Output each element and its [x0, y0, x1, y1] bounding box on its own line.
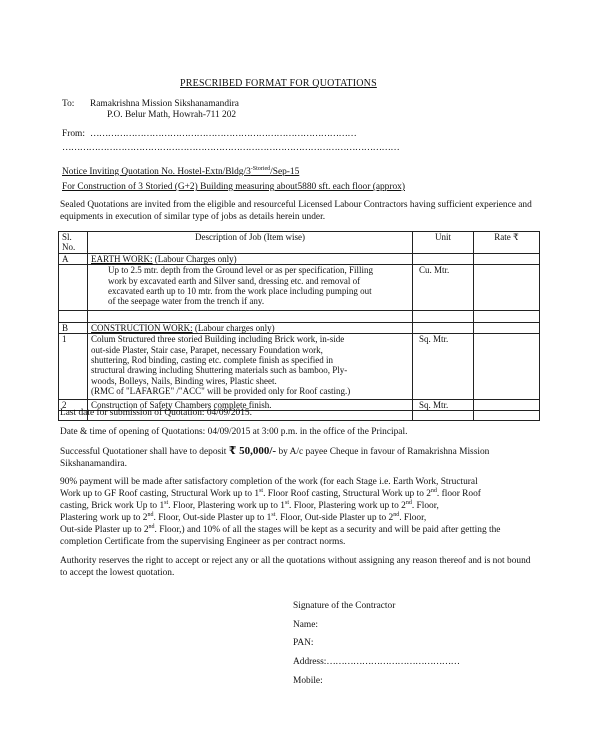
opening-date-text: Date & time of opening of Quotations: 04/09/2015 at 3:00 p.m. in the office of the Principal. — [60, 427, 408, 437]
row-sl: 1 — [59, 334, 88, 399]
description-line: woods, Bolleys, Nails, Binding wires, Plastic sheet. — [91, 375, 277, 386]
table-row — [59, 322, 540, 333]
document-title: PRESCRIBED FORMAT FOR QUOTATIONS — [180, 78, 377, 89]
rate-cell[interactable] — [474, 334, 540, 399]
section-note: (Labour Charges only) — [152, 253, 237, 264]
payment-line — [60, 525, 500, 537]
ordinal-suffix: st — [259, 487, 264, 494]
rate-cell[interactable] — [474, 399, 540, 410]
payment-text: . Floor, — [399, 513, 427, 523]
deposit-text-2: by A/c payee Cheque in favour of Ramakrishna Mission — [276, 447, 490, 457]
payment-line — [60, 489, 481, 501]
rate-cell[interactable] — [474, 265, 540, 311]
payment-text: . Floor, Out-side Plaster up to 1 — [153, 513, 272, 523]
ordinal-suffix: nd — [393, 511, 400, 518]
empty-cell — [59, 310, 88, 322]
to-address-line2: P.O. Belur Math, Howrah-711 202 — [107, 110, 237, 120]
payment-line: 90% payment will be made after satisfactory completion of the work (for each Stage i.e. Earth Work, Structural — [60, 477, 478, 487]
notice-superscript: -Storied — [250, 166, 271, 172]
authority-paragraph: Authority reserves the right to accept or reject any or all the quotations without assigning any reason thereof and is not bound to accept the lowest quotation. — [60, 556, 531, 579]
row-description — [88, 265, 413, 311]
description-line: work by excavated earth and Silver sand, dressing etc. and removal of — [108, 275, 361, 286]
description-line: Up to 2.5 mtr. depth from the Ground level or as per specification, Filling — [108, 265, 373, 276]
ordinal-suffix: st — [284, 499, 289, 506]
section-sl: A — [59, 253, 88, 264]
ordinal-suffix: nd — [405, 499, 412, 506]
from-label: From: — [62, 129, 85, 139]
header-description: Description of Job (Item wise) — [88, 232, 413, 254]
payment-text: casting, Brick work Up to 1 — [60, 501, 165, 511]
section-note: (Labour charges only) — [192, 322, 275, 333]
deposit-line — [60, 446, 489, 459]
table-row — [59, 265, 540, 311]
deposit-amount: ₹ 50,000/- — [228, 445, 277, 457]
table-row — [59, 334, 540, 399]
unit-cell: Sq. Mtr. — [413, 399, 474, 410]
payment-line — [60, 501, 439, 513]
rate-cell[interactable] — [474, 253, 540, 264]
payment-text: . Floor Roof casting, Structural Work up to 2 — [263, 489, 431, 499]
description-line: (RMC of "LAFARGE" /"ACC" will be provided only for Roof casting.) — [91, 386, 351, 397]
description-line: out-side Plaster, Stair case, Parapet, necessary Foundation work, — [91, 344, 323, 355]
empty-cell — [474, 411, 540, 421]
payment-text: Work up to GF Roof casting, Structural Work up to 1 — [60, 489, 260, 499]
ordinal-suffix: nd — [147, 511, 154, 518]
address-label — [293, 657, 459, 669]
last-date-text: Last date for submission of Quotation: 04/09/2015. — [60, 408, 252, 418]
payment-text: . Floor, Out-side Plaster up to 2 — [275, 513, 394, 523]
description-line: of the seepage water from the trench if any. — [108, 296, 265, 307]
table-row — [59, 253, 540, 264]
header-sl-no: Sl. No. — [59, 232, 88, 254]
payment-text: . floor Roof — [436, 489, 481, 499]
row-description: Construction of Safety Chambers complete finish. — [88, 399, 413, 410]
payment-text: . Floor, — [411, 501, 439, 511]
ordinal-suffix: st — [271, 511, 276, 518]
intro-paragraph: Sealed Quotations are invited from the eligible and resourceful Licensed Labour Contractors having sufficient experience and equipments in execution of similar type of jobs as details herein under. — [60, 200, 532, 223]
section-sl: B — [59, 322, 88, 333]
mobile-label: Mobile: — [293, 676, 323, 686]
header-unit: Unit — [413, 232, 474, 254]
row-sl — [59, 265, 88, 311]
rate-cell[interactable] — [474, 322, 540, 333]
quotation-table — [58, 231, 540, 421]
payment-line: completion Certificate from the supervising Engineer as per contract norms. — [60, 537, 346, 547]
row-description — [88, 334, 413, 399]
ordinal-suffix: nd — [148, 523, 155, 530]
payment-text: . Floor,) and 10% of all the stages will be kept as a security and will be paid after getting the — [154, 525, 501, 535]
from-dotted-line: ……………………………………………………………………………… — [90, 129, 357, 139]
address-label-text: Address: — [293, 657, 327, 667]
unit-cell: Cu. Mtr. — [413, 265, 474, 311]
table-header-row — [59, 232, 540, 254]
notice-text: Notice Inviting Quotation No. Hostel-Extn/Bldg/3 — [62, 167, 251, 178]
unit-cell: Sq. Mtr. — [413, 334, 474, 399]
deposit-line-2: Sikshanamandira. — [60, 459, 127, 469]
unit-cell — [413, 322, 474, 333]
payment-text: . Floor, Plastering work up to 1 — [168, 501, 285, 511]
section-heading: EARTH WORK: — [91, 253, 153, 264]
description-line: Colum Structured three storied Building including Brick work, in-side — [91, 334, 345, 345]
empty-cell — [88, 310, 413, 322]
payment-line — [60, 513, 426, 525]
payment-text: Out-side Plaster up to 2 — [60, 525, 149, 535]
to-address-line1: Ramakrishna Mission Sikshanamandira — [90, 99, 239, 109]
payment-text: Plastering work up to 2 — [60, 513, 148, 523]
section-heading: CONSTRUCTION WORK: — [91, 322, 193, 333]
empty-cell — [413, 411, 474, 421]
address-dotted-line: ……………………………………… — [326, 657, 460, 667]
description-line: shuttering, Rod binding, casting etc. complete finish as specified in — [91, 355, 333, 366]
unit-cell — [413, 253, 474, 264]
construction-line: For Construction of 3 Storied (G+2) Building measuring about5880 sft. each floor (approx) — [62, 182, 405, 192]
row-sl: 2 — [59, 399, 88, 410]
description-line: structural drawing including Shuttering materials such as bamboo, Ply- — [91, 365, 348, 376]
empty-cell — [474, 310, 540, 322]
signature-title: Signature of the Contractor — [293, 601, 396, 611]
from-dotted-line-2: …………………………………………………………………………………………………… — [62, 143, 400, 153]
ordinal-suffix: st — [164, 499, 169, 506]
description-line: excavated earth up to 10 mtr. from the work place including pumping out — [108, 286, 372, 297]
ordinal-suffix: nd — [430, 487, 437, 494]
to-label: To: — [62, 99, 75, 109]
name-label: Name: — [293, 620, 318, 630]
notice-line — [62, 164, 299, 179]
payment-text: . Floor, Plastering work up to 2 — [289, 501, 406, 511]
header-rate: Rate ₹ — [474, 232, 540, 254]
notice-suffix: /Sep-15 — [270, 167, 300, 178]
deposit-text: Successful Quotationer shall have to deposit — [60, 447, 229, 457]
section-title — [88, 322, 413, 333]
section-title — [88, 253, 413, 264]
pan-label: PAN: — [293, 638, 314, 648]
empty-cell — [413, 310, 474, 322]
table-row — [59, 310, 540, 322]
